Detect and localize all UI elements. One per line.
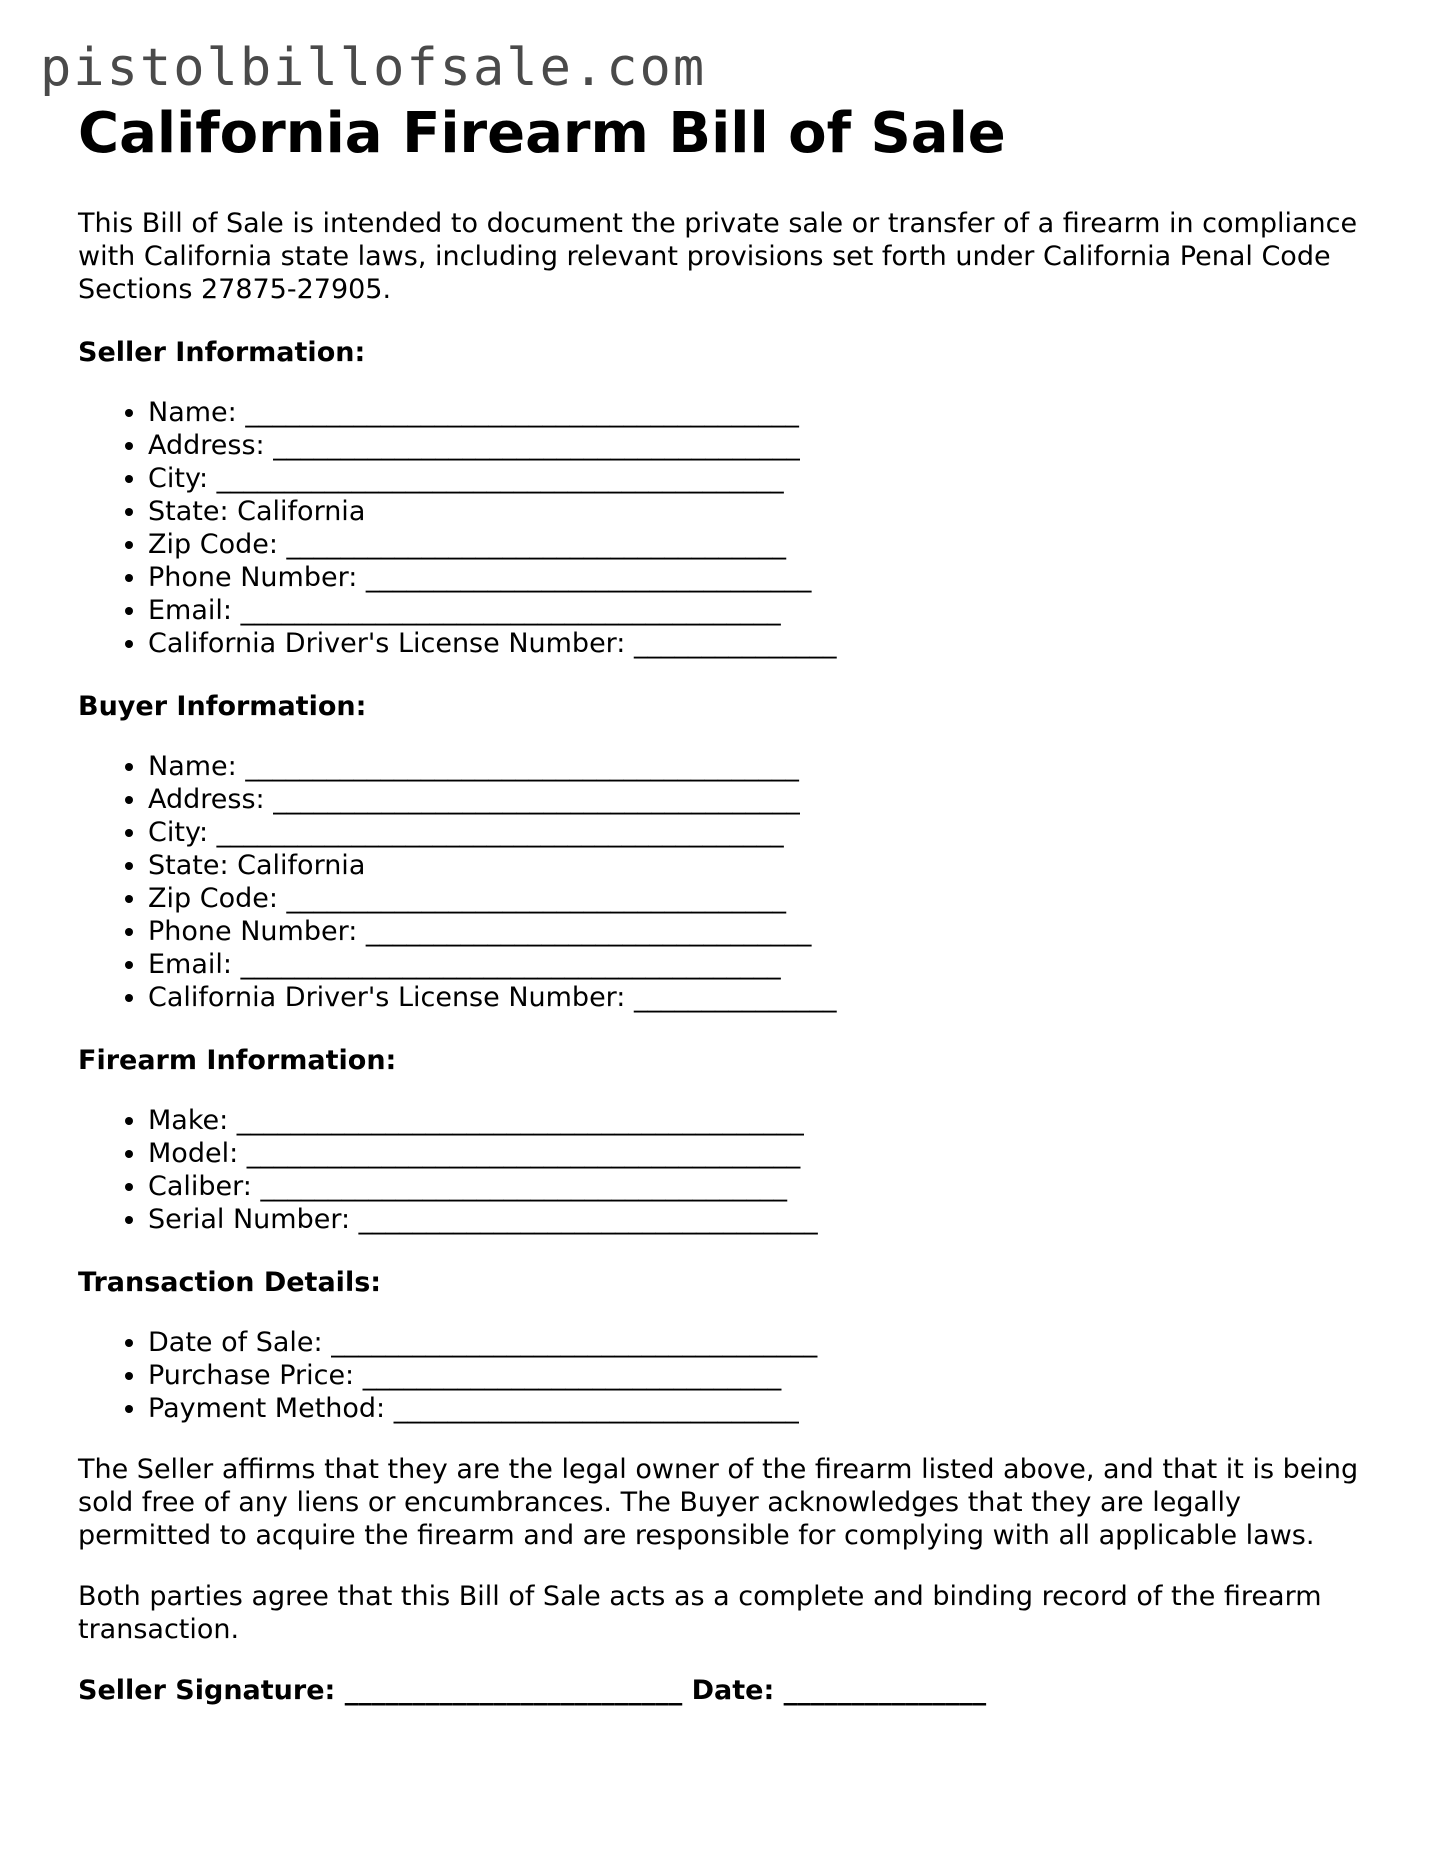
buyer-list [78,750,1368,1014]
intro-paragraph: This Bill of Sale is intended to document the private sale or transfer of a firearm in compliance with California state laws, including relevant provisions set forth under California Penal Code Sections 27875-27905. [78,208,1358,306]
seller-email-field[interactable]: • Email: ________________________________________ [148,594,1368,627]
document-title: California Firearm Bill of Sale [78,101,1006,166]
firearm-caliber-field[interactable]: • Caliber: _______________________________________ [148,1170,1368,1203]
buyer-address-field[interactable]: • Address: _______________________________________ [148,783,1368,816]
agreement-paragraph: Both parties agree that this Bill of Sale acts as a complete and binding record of the firearm transaction. [78,1581,1322,1646]
seller-phone-field[interactable]: • Phone Number: _________________________________ [148,561,1368,594]
seller-license-field[interactable]: • California Driver's License Number: _______________ [148,627,1368,660]
document-body [78,100,1368,1707]
affirmation-paragraph: The Seller affirms that they are the legal owner of the firearm listed above, and that it is being sold free of any liens or encumbrances. The Buyer acknowledges that they are legally permitted to acquire the firearm and are responsible for complying with all applicable laws. [78,1454,1359,1552]
transaction-list [78,1326,1368,1425]
firearm-make-field[interactable]: • Make: __________________________________________ [148,1104,1368,1137]
seller-list [78,396,1368,660]
seller-name-field[interactable]: • Name: _________________________________________ [148,396,1368,429]
payment-method-field[interactable]: • Payment Method: ______________________________ [148,1392,1368,1425]
transaction-heading: Transaction Details: [78,1267,382,1299]
buyer-state: • State: California [148,849,1368,882]
seller-state: • State: California [148,495,1368,528]
buyer-city-field[interactable]: • City: __________________________________________ [148,816,1368,849]
buyer-name-field[interactable]: • Name: _________________________________________ [148,750,1368,783]
buyer-phone-field[interactable]: • Phone Number: _________________________________ [148,915,1368,948]
seller-heading: Seller Information: [78,337,366,369]
seller-zip-field[interactable]: • Zip Code: _____________________________________ [148,528,1368,561]
sale-date-field[interactable]: • Date of Sale: ____________________________________ [148,1326,1368,1359]
seller-city-field[interactable]: • City: __________________________________________ [148,462,1368,495]
seller-address-field[interactable]: • Address: _______________________________________ [148,429,1368,462]
buyer-email-field[interactable]: • Email: ________________________________________ [148,948,1368,981]
firearm-model-field[interactable]: • Model: _________________________________________ [148,1137,1368,1170]
firearm-list [78,1104,1368,1236]
seller-signature-line[interactable]: Seller Signature: _________________________ Date: _______________ [78,1675,987,1707]
firearm-heading: Firearm Information: [78,1045,397,1077]
purchase-price-field[interactable]: • Purchase Price: _______________________________ [148,1359,1368,1392]
firearm-serial-field[interactable]: • Serial Number: __________________________________ [148,1203,1368,1236]
buyer-license-field[interactable]: • California Driver's License Number: _______________ [148,981,1368,1014]
buyer-heading: Buyer Information: [78,691,367,723]
site-watermark: pistolbillofsale.com [40,38,707,98]
buyer-zip-field[interactable]: • Zip Code: _____________________________________ [148,882,1368,915]
